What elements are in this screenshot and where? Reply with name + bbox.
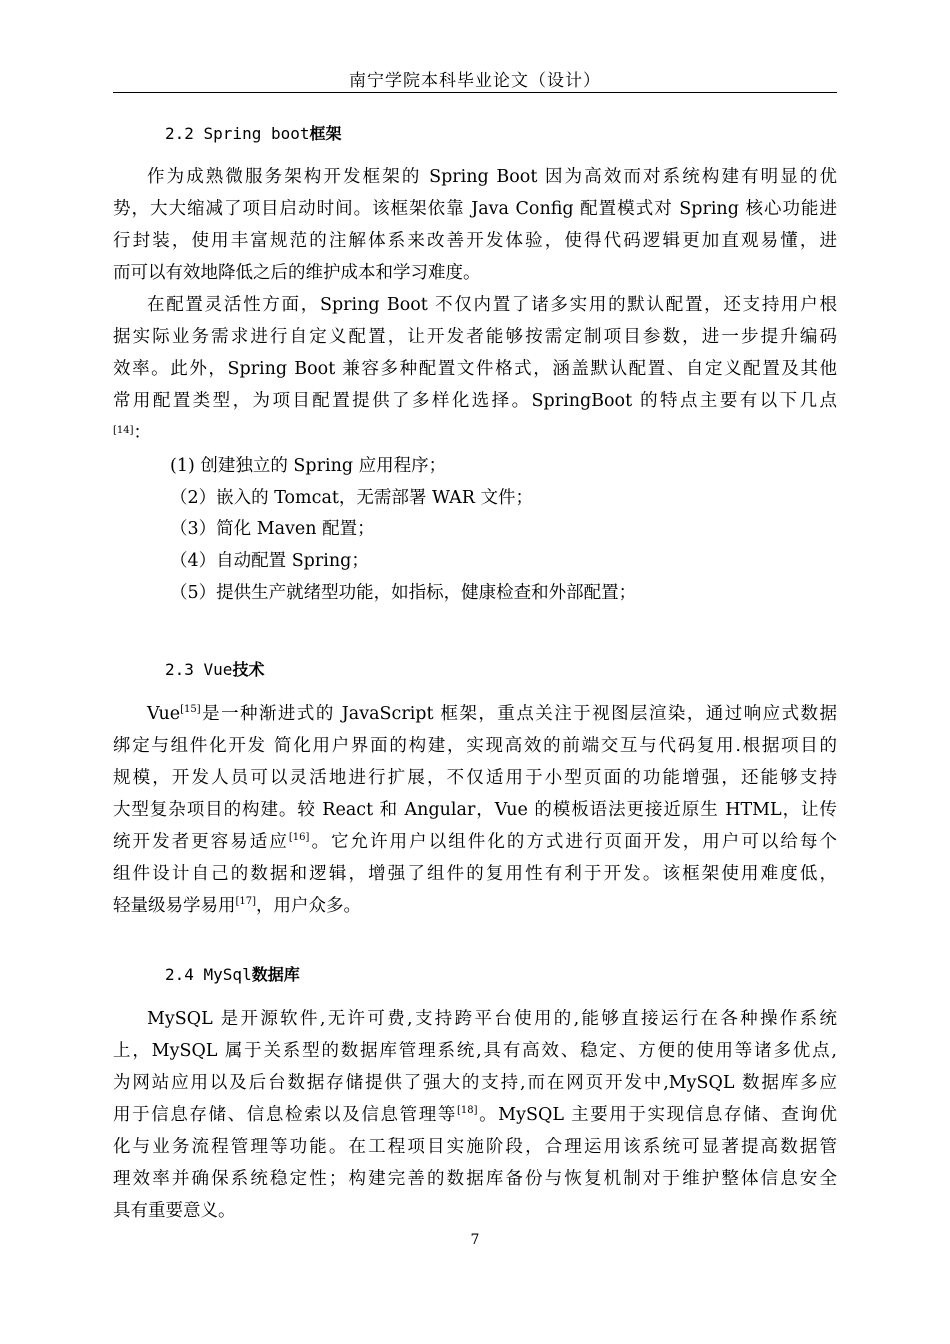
- paragraph-line: 理效率并确保系统稳定性；构建完善的数据库备份与恢复机制对于维护整体信息安全: [113, 1169, 837, 1189]
- header-rule: [113, 92, 837, 93]
- citation: [14]: [113, 425, 134, 436]
- paragraph-line: 具有重要意义。: [113, 1201, 236, 1221]
- paragraph-line: Vue[15]是一种渐进式的 JavaScript 框架，重点关注于视图层渲染，通过响应式数据: [147, 704, 837, 724]
- list-item: （3）简化 Maven 配置；: [170, 519, 375, 539]
- section-heading-2-4: [165, 962, 300, 985]
- citation: [18]: [456, 1105, 478, 1116]
- list-item: (1) 创建独立的 Spring 应用程序；: [170, 456, 447, 476]
- paragraph-line: 绑定与组件化开发 简化用户界面的构建，实现高效的前端交互与代码复用.根据项目的: [113, 736, 837, 756]
- paragraph-line: 大型复杂项目的构建。较 React 和 Angular，Vue 的模板语法更接近原生 HTML，让传: [113, 800, 837, 820]
- paragraph-line: 行封装，使用丰富规范的注解体系来改善开发体验，使得代码逻辑更加直观易懂，进: [113, 231, 837, 251]
- paragraph-line: 据实际业务需求进行自定义配置，让开发者能够按需定制项目参数，进一步提升编码: [113, 327, 837, 347]
- heading-number: 2.2 Spring boot: [165, 124, 310, 143]
- paragraph-line: 效率。此外，Spring Boot 兼容多种配置文件格式，涵盖默认配置、自定义配置及其他: [113, 359, 837, 379]
- paragraph-line: 组件设计自己的数据和逻辑，增强了组件的复用性有利于开发。该框架使用难度低，: [113, 864, 837, 884]
- heading-number: 2.4 MySql: [165, 965, 252, 984]
- paragraph-line: 规模，开发人员可以灵活地进行扩展，不仅适用于小型页面的功能增强，还能够支持: [113, 768, 837, 788]
- citation: [17]: [235, 896, 257, 907]
- list-item: （2）嵌入的 Tomcat，无需部署 WAR 文件；: [170, 488, 533, 508]
- heading-number: 2.3 Vue: [165, 660, 233, 679]
- paragraph-line: [14]：: [113, 423, 152, 443]
- paragraph-line: 统开发者更容易适应[16]。它允许用户以组件化的方式进行页面开发，用户可以给每个: [113, 832, 838, 852]
- paragraph-line: 在配置灵活性方面，Spring Boot 不仅内置了诸多实用的默认配置，还支持用户根: [147, 295, 837, 315]
- heading-title: 框架: [309, 124, 342, 143]
- paragraph-line: 常用配置类型，为项目配置提供了多样化选择。SpringBoot 的特点主要有以下几点: [113, 391, 837, 411]
- paragraph-line: MySQL 是开源软件,无许可费,支持跨平台使用的,能够直接运行在各种操作系统: [147, 1009, 837, 1029]
- running-header: 南宁学院本科毕业论文（设计）: [349, 71, 601, 91]
- heading-title: 技术: [232, 660, 265, 679]
- citation: [15]: [180, 704, 201, 715]
- paragraph-line: 轻量级易学易用[17]，用户众多。: [113, 896, 362, 916]
- list-item: （5）提供生产就绪型功能，如指标，健康检查和外部配置；: [170, 583, 637, 603]
- citation: [16]: [288, 832, 310, 843]
- list-item: （4）自动配置 Spring；: [170, 551, 369, 571]
- paragraph-line: 而可以有效地降低之后的维护成本和学习难度。: [113, 263, 481, 283]
- paragraph-line: 为网站应用以及后台数据存储提供了强大的支持,而在网页开发中,MySQL 数据库多应: [113, 1073, 837, 1093]
- paragraph-line: 化与业务流程管理等功能。在工程项目实施阶段，合理运用该系统可显著提高数据管: [113, 1137, 837, 1157]
- page-number: 7: [470, 1232, 480, 1248]
- heading-title: 数据库: [251, 965, 300, 984]
- paragraph-line: 作为成熟微服务架构开发框架的 Spring Boot 因为高效而对系统构建有明显的优: [147, 167, 837, 187]
- paragraph-line: 势，大大缩减了项目启动时间。该框架依靠 Java Config 配置模式对 Spring 核心功能进: [113, 199, 837, 219]
- paragraph-line: 上，MySQL 属于关系型的数据库管理系统,具有高效、稳定、方便的使用等诸多优点,: [113, 1041, 837, 1061]
- paragraph-line: 用于信息存储、信息检索以及信息管理等[18]。MySQL 主要用于实现信息存储、查询优: [113, 1105, 838, 1125]
- section-heading-2-3: [165, 657, 264, 680]
- section-heading-2-2: [165, 121, 342, 144]
